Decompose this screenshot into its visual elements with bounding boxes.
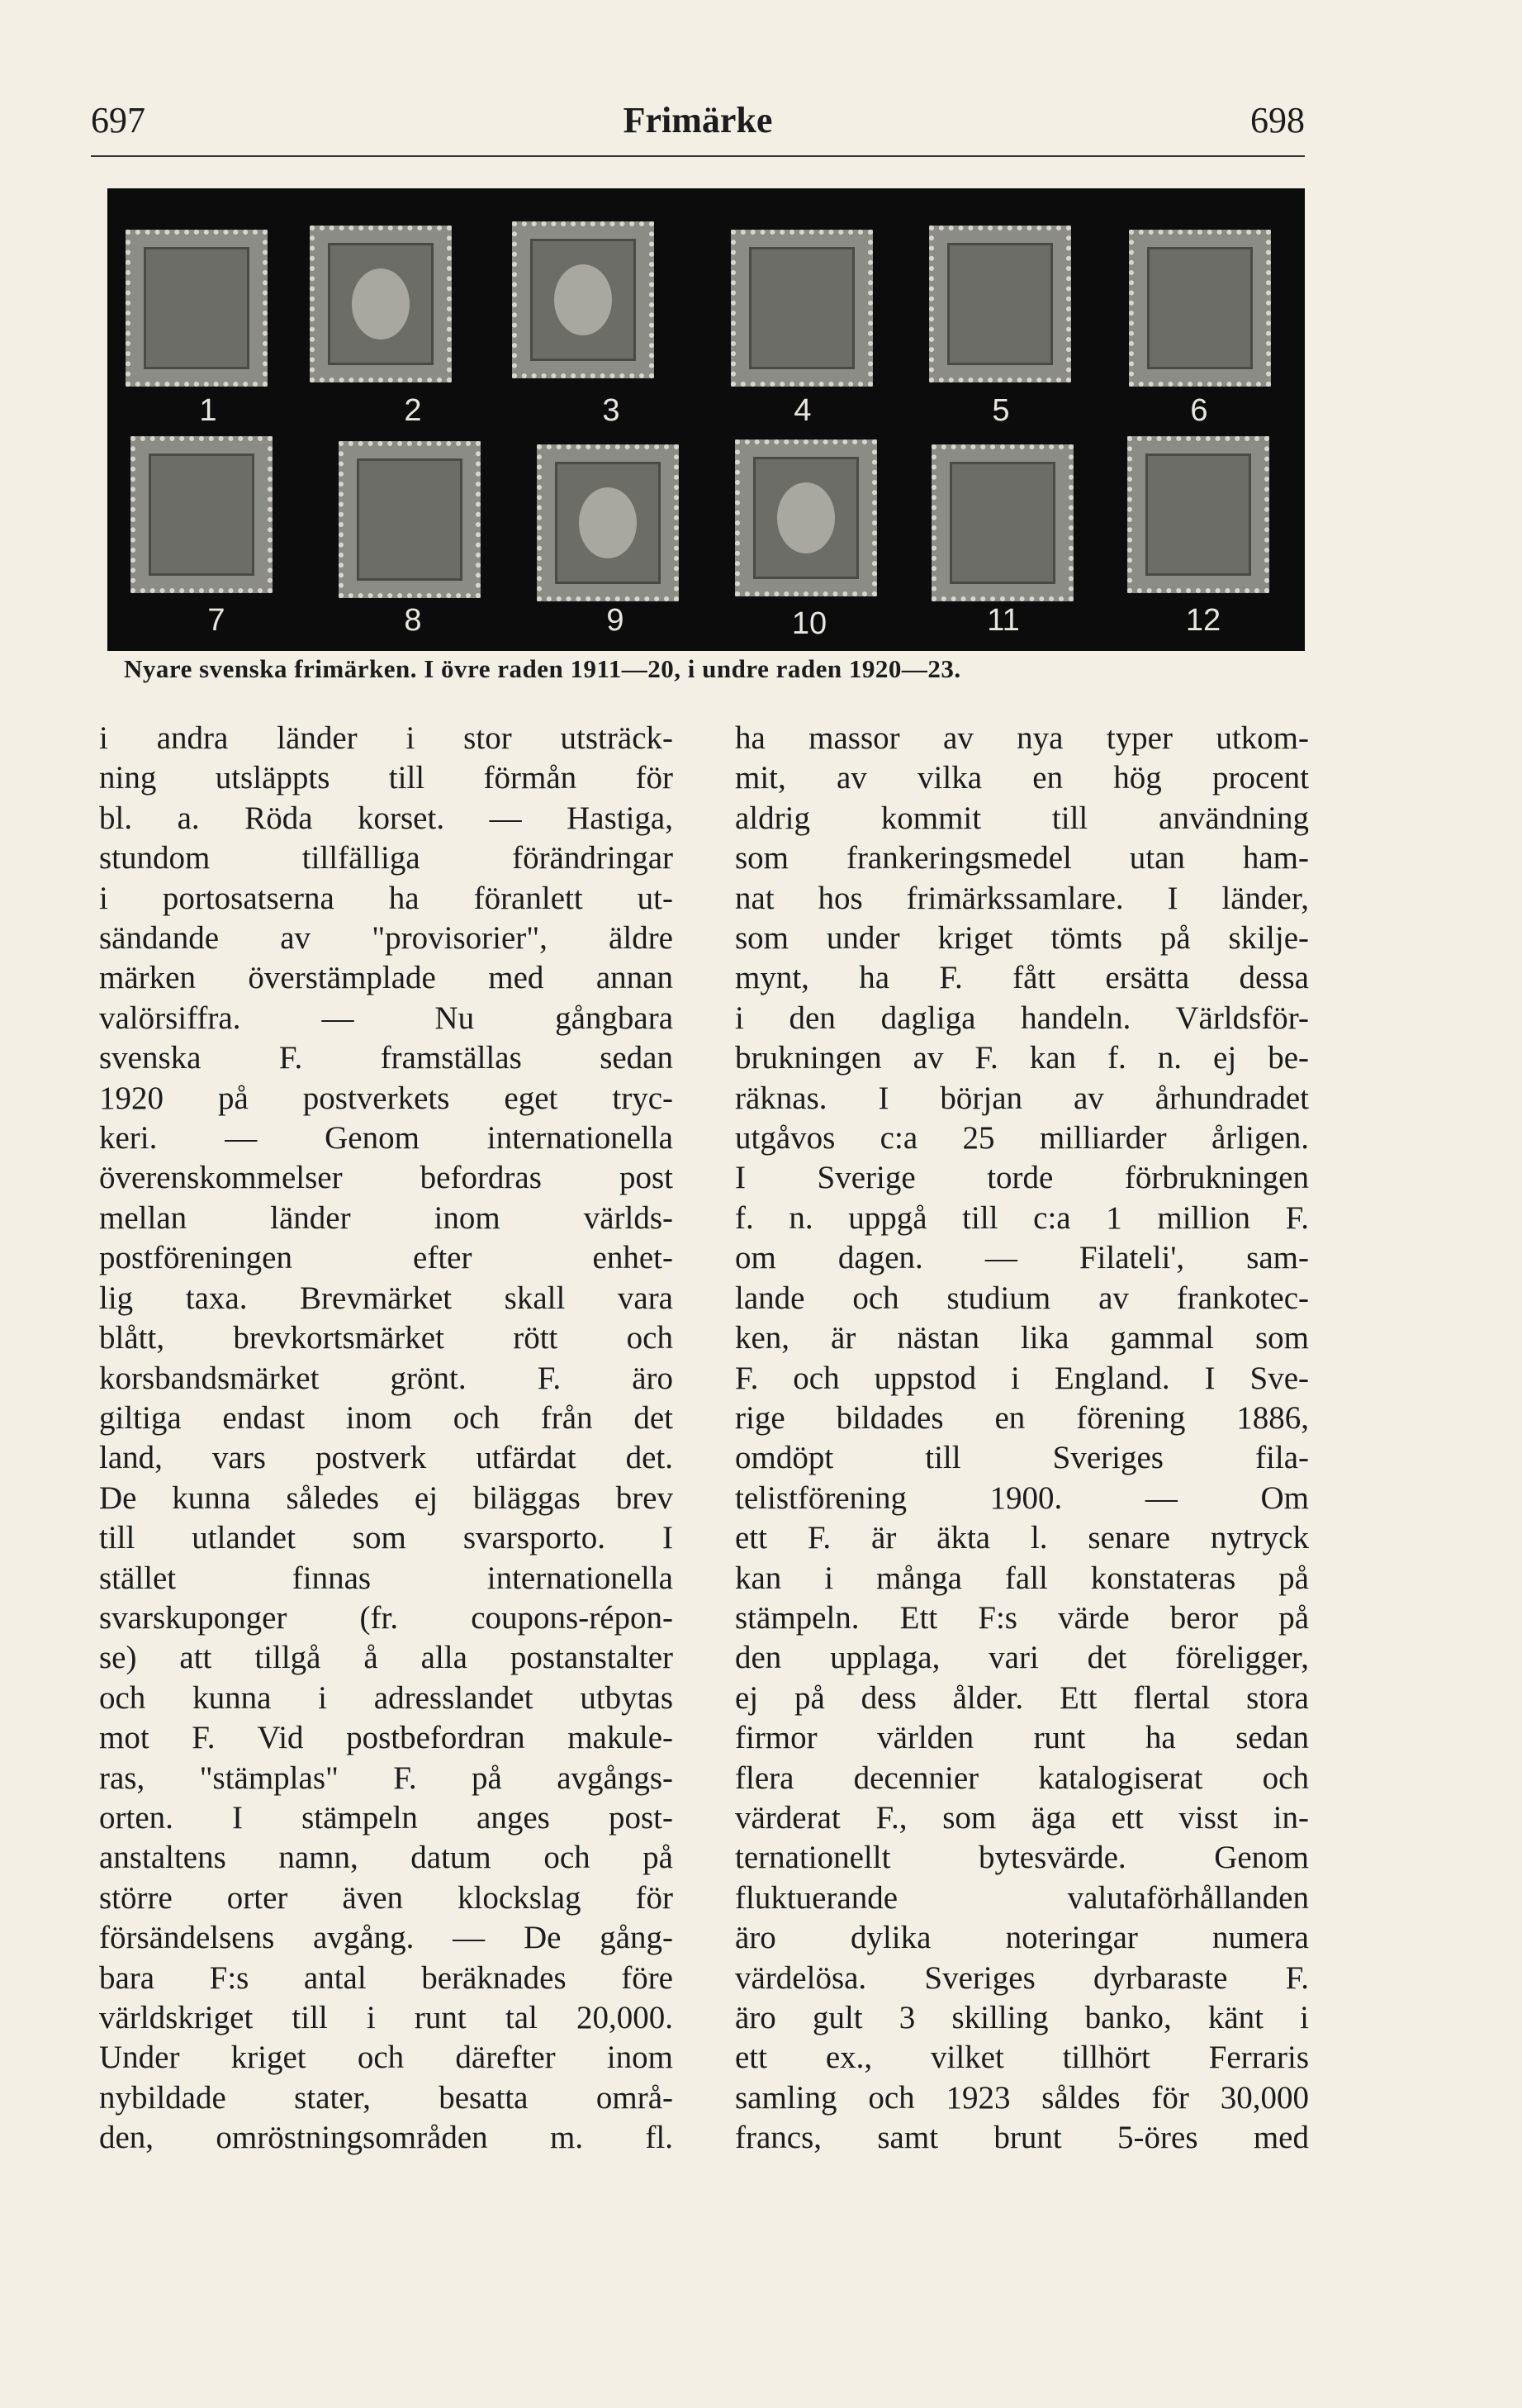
stamp-number: 3 bbox=[602, 393, 620, 428]
stamp-number: 1 bbox=[199, 393, 217, 428]
text-line: orten. I stämpeln anges post- bbox=[99, 1799, 673, 1836]
text-line: stämpeln. Ett F:s värde beror på bbox=[735, 1599, 1309, 1636]
text-line: flera decennier katalogiserat och bbox=[735, 1760, 1309, 1796]
text-line: och kunna i adresslandet utbytas bbox=[99, 1679, 673, 1716]
stamp-number: 2 bbox=[404, 393, 422, 428]
text-line: ras, "stämplas" F. på avgångs- bbox=[99, 1760, 673, 1796]
text-line: ternationellt bytesvärde. Genom bbox=[735, 1840, 1309, 1876]
stamp-number: 9 bbox=[606, 603, 624, 638]
stamp-9 bbox=[537, 444, 679, 601]
text-line: postföreningen efter enhet- bbox=[99, 1240, 673, 1276]
text-line: utgåvos c:a 25 milliarder årligen. bbox=[735, 1120, 1309, 1157]
stamp-number: 6 bbox=[1190, 393, 1208, 428]
text-line: omdöpt till Sveriges fila- bbox=[735, 1440, 1309, 1476]
stamp-number: 12 bbox=[1185, 603, 1221, 638]
text-line: i den dagliga handeln. Världsför- bbox=[735, 1000, 1309, 1036]
text-line: samling och 1923 såldes för 30,000 bbox=[735, 2079, 1309, 2116]
text-line: mit, av vilka en hög procent bbox=[735, 760, 1309, 796]
text-line: bara F:s antal beräknades före bbox=[99, 1959, 673, 1996]
page-number-right: 698 bbox=[1250, 100, 1305, 140]
stamp-4 bbox=[731, 230, 873, 387]
text-line: om dagen. — Filateli', sam- bbox=[735, 1240, 1309, 1276]
figure-caption: Nyare svenska frimärken. I övre raden 1911—20, i undre raden 1920—23. bbox=[124, 654, 961, 683]
text-line: valörsiffra. — Nu gångbara bbox=[99, 1000, 673, 1036]
stamp-plate-image bbox=[107, 188, 1305, 651]
text-line: f. n. uppgå till c:a 1 million F. bbox=[735, 1199, 1309, 1236]
text-line: större orter även klockslag för bbox=[99, 1879, 673, 1916]
text-line: som frankeringsmedel utan ham- bbox=[735, 840, 1309, 876]
text-line: kan i många fall konstateras på bbox=[735, 1560, 1309, 1596]
text-column-right bbox=[735, 719, 1309, 2159]
text-line: stundom tillfälliga förändringar bbox=[99, 840, 673, 876]
text-line: fluktuerande valutaförhållanden bbox=[735, 1879, 1309, 1916]
text-line: nybildade stater, besatta områ- bbox=[99, 2079, 673, 2116]
text-line: aldrig kommit till användning bbox=[735, 800, 1309, 836]
text-line: giltiga endast inom och från det bbox=[99, 1399, 673, 1436]
page-header bbox=[91, 89, 1305, 157]
text-line: F. och uppstod i England. I Sve- bbox=[735, 1360, 1309, 1396]
text-line: keri. — Genom internationella bbox=[99, 1120, 673, 1157]
stamp-number: 4 bbox=[794, 393, 812, 428]
text-line: ett F. är äkta l. senare nytryck bbox=[735, 1520, 1309, 1556]
text-line: försändelsens avgång. — De gång- bbox=[99, 1920, 673, 1956]
text-line: firmor världen runt ha sedan bbox=[735, 1720, 1309, 1756]
text-line: i portosatserna ha föranlett ut- bbox=[99, 880, 673, 916]
stamp-7 bbox=[130, 436, 273, 593]
text-line: brukningen av F. kan f. n. ej be- bbox=[735, 1040, 1309, 1076]
text-line: sändande av "provisorier", äldre bbox=[99, 920, 673, 957]
text-line: lande och studium av frankotec- bbox=[735, 1280, 1309, 1316]
text-line: i andra länder i stor utsträck- bbox=[99, 720, 673, 756]
stamp-6 bbox=[1129, 230, 1271, 387]
text-line: stället finnas internationella bbox=[99, 1560, 673, 1596]
text-line: mot F. Vid postbefordran makule- bbox=[99, 1720, 673, 1756]
text-line: överenskommelser befordras post bbox=[99, 1160, 673, 1196]
stamp-12 bbox=[1127, 436, 1269, 593]
text-line: ett ex., vilket tillhört Ferraris bbox=[735, 2040, 1309, 2076]
page-title: Frimärke bbox=[623, 100, 773, 140]
text-line: mynt, ha F. fått ersätta dessa bbox=[735, 960, 1309, 996]
text-line: värdelösa. Sveriges dyrbaraste F. bbox=[735, 1959, 1309, 1996]
text-line: ha massor av nya typer utkom- bbox=[735, 720, 1309, 756]
text-line: francs, samt brunt 5-öres med bbox=[735, 2120, 1309, 2156]
text-line: märken överstämplade med annan bbox=[99, 960, 673, 996]
text-line: ning utsläppts till förmån för bbox=[99, 760, 673, 796]
text-line: telistförening 1900. — Om bbox=[735, 1479, 1309, 1516]
text-line: som under kriget tömts på skilje- bbox=[735, 920, 1309, 957]
text-line: bl. a. Röda korset. — Hastiga, bbox=[99, 800, 673, 836]
text-line: mellan länder inom världs- bbox=[99, 1199, 673, 1236]
stamp-10 bbox=[735, 439, 877, 596]
text-line: värderat F., som äga ett visst in- bbox=[735, 1799, 1309, 1836]
stamp-number: 5 bbox=[992, 393, 1010, 428]
text-line: den upplaga, vari det föreligger, bbox=[735, 1640, 1309, 1676]
text-line: äro gult 3 skilling banko, känt i bbox=[735, 2000, 1309, 2035]
text-line: svarskuponger (fr. coupons-répon- bbox=[99, 1599, 673, 1636]
text-line: den, omröstningsområden m. fl. bbox=[99, 2120, 673, 2156]
text-line: De kunna således ej biläggas brev bbox=[99, 1479, 673, 1516]
text-line: räknas. I början av århundradet bbox=[735, 1080, 1309, 1116]
text-line: ken, är nästan lika gammal som bbox=[735, 1320, 1309, 1356]
text-line: land, vars postverk utfärdat det. bbox=[99, 1440, 673, 1476]
text-line: svenska F. framställas sedan bbox=[99, 1040, 673, 1076]
stamp-number: 11 bbox=[987, 603, 1020, 638]
text-column-left bbox=[99, 719, 673, 2159]
text-line: till utlandet som svarsporto. I bbox=[99, 1520, 673, 1556]
text-line: lig taxa. Brevmärket skall vara bbox=[99, 1280, 673, 1316]
text-line: äro dylika noteringar numera bbox=[735, 1920, 1309, 1956]
stamp-number: 7 bbox=[207, 603, 225, 638]
text-line: se) att tillgå å alla postanstalter bbox=[99, 1640, 673, 1676]
stamp-11 bbox=[932, 444, 1074, 601]
text-line: korsbandsmärket grönt. F. äro bbox=[99, 1360, 673, 1396]
text-line: rige bildades en förening 1886, bbox=[735, 1399, 1309, 1436]
text-line: I Sverige torde förbrukningen bbox=[735, 1160, 1309, 1196]
text-line: ej på dess ålder. Ett flertal stora bbox=[735, 1679, 1309, 1716]
text-line: Under kriget och därefter inom bbox=[99, 2040, 673, 2076]
text-line: anstaltens namn, datum och på bbox=[99, 1840, 673, 1876]
text-line: världskriget till i runt tal 20,000. bbox=[99, 2000, 673, 2035]
stamp-8 bbox=[339, 441, 481, 598]
text-line: blått, brevkortsmärket rött och bbox=[99, 1320, 673, 1356]
stamp-number: 10 bbox=[791, 606, 827, 641]
page-number-left: 697 bbox=[91, 100, 145, 140]
text-line: nat hos frimärkssamlare. I länder, bbox=[735, 880, 1309, 916]
stamp-3 bbox=[512, 221, 654, 378]
stamp-5 bbox=[929, 226, 1071, 382]
text-line: 1920 på postverkets eget tryc- bbox=[99, 1080, 673, 1116]
stamp-2 bbox=[310, 226, 452, 382]
stamp-number: 8 bbox=[404, 603, 422, 638]
stamp-1 bbox=[126, 230, 268, 387]
